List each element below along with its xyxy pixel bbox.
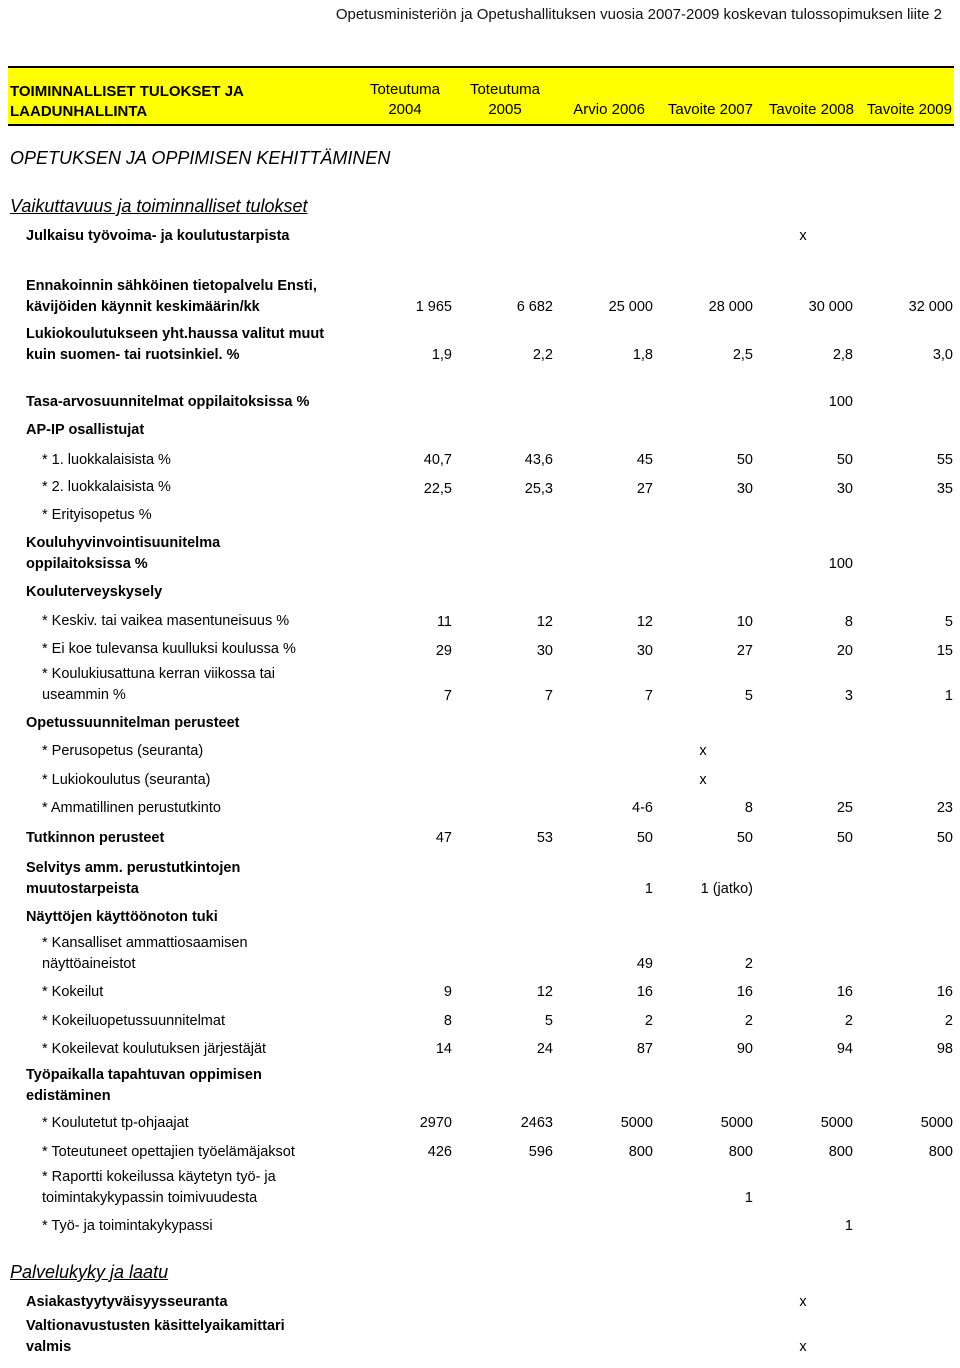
- cell-kansalliset-2007: 2: [744, 956, 753, 972]
- column-header-2007: Tavoite 2007: [667, 101, 753, 118]
- cell-lk1-2005: 43,6: [524, 452, 553, 468]
- cell-lukio-2007: 2,5: [732, 347, 753, 363]
- table-title-line-2: LAADUNHALLINTA: [10, 103, 148, 120]
- row-label-keskiv: * Keskiv. tai vaikea masentuneisuus %: [42, 613, 290, 629]
- row-label-perusopetus: * Perusopetus (seuranta): [42, 743, 204, 759]
- column-header-2005-line-1: Toteutuma: [469, 81, 541, 98]
- cell-ennakointi-2007: 28 000: [708, 299, 753, 315]
- table-title: [10, 82, 244, 122]
- cell-opettajien-2004: 426: [427, 1144, 452, 1160]
- cell-keskiv-2006: 12: [636, 614, 653, 630]
- row-label-kouluhyv-line-2: oppilaitoksissa %: [26, 556, 148, 572]
- cell-lk2-2006: 27: [636, 481, 653, 497]
- cell-kokeilevat-2004: 14: [435, 1041, 452, 1057]
- cell-kokeiluops-2007: 2: [744, 1013, 753, 1029]
- cell-valtionavustus-2008: x: [799, 1339, 807, 1355]
- row-label-tutkinnon: Tutkinnon perusteet: [26, 830, 165, 846]
- cell-koulukiusattu-2008: 3: [844, 688, 853, 704]
- cell-ennakointi-2005: 6 682: [516, 299, 553, 315]
- cell-eikoe-2009: 15: [936, 643, 953, 659]
- column-header-2004-line-1: Toteutuma: [369, 81, 441, 98]
- cell-selvitys-2007: 1 (jatko): [700, 881, 753, 897]
- cell-tasa-2008: 100: [828, 394, 853, 410]
- column-header-2008: Tavoite 2008: [768, 101, 854, 118]
- row-label-koulukiusattu-line-1: * Koulukiusattuna kerran viikossa tai: [42, 666, 275, 682]
- cell-koulukiusattu-2004: 7: [443, 688, 452, 704]
- cell-kokeilut-2004: 9: [443, 984, 452, 1000]
- cell-lk2-2004: 22,5: [423, 481, 452, 497]
- cell-koulukiusattu-2007: 5: [744, 688, 753, 704]
- cell-koulukiusattu-2006: 7: [644, 688, 653, 704]
- cell-asiakas-2008: x: [799, 1294, 807, 1310]
- cell-lukio-2004: 1,9: [431, 347, 452, 363]
- cell-tutkinnon-2005: 53: [536, 830, 553, 846]
- column-header-2004: [360, 80, 450, 120]
- cell-tpohjaajat-2004: 2970: [419, 1115, 452, 1131]
- cell-kokeilevat-2005: 24: [536, 1041, 553, 1057]
- cell-tpohjaajat-2007: 5000: [720, 1115, 753, 1131]
- cell-eikoe-2007: 27: [736, 643, 753, 659]
- cell-kokeilevat-2006: 87: [636, 1041, 653, 1057]
- cell-julkaisu-2008: x: [799, 228, 807, 244]
- cell-ammatillinen-2009: 23: [936, 800, 953, 816]
- table-title-line-1: TOIMINNALLISET TULOKSET JA: [10, 83, 244, 100]
- cell-keskiv-2005: 12: [536, 614, 553, 630]
- cell-kokeilevat-2007: 90: [736, 1041, 753, 1057]
- column-header-2009: Tavoite 2009: [866, 101, 952, 118]
- row-label-kokeiluops: * Kokeiluopetussuunnitelmat: [42, 1013, 225, 1029]
- row-label-kansalliset-line-2: näyttöaineistot: [42, 956, 136, 972]
- cell-tutkinnon-2006: 50: [636, 830, 653, 846]
- cell-ennakointi-2006: 25 000: [608, 299, 653, 315]
- row-label-tasa: Tasa-arvosuunnitelmat oppilaitoksissa %: [26, 394, 310, 410]
- cell-ammatillinen-2006: 4-6: [632, 800, 653, 816]
- row-label-raportti-line-1: * Raportti kokeilussa käytetyn työ- ja: [42, 1169, 276, 1185]
- cell-opettajien-2007: 800: [728, 1144, 753, 1160]
- cell-raportti-2007: 1: [744, 1190, 753, 1206]
- header-top-rule: [8, 66, 954, 68]
- row-label-koulukiusattu-line-2: useammin %: [42, 687, 126, 703]
- cell-eikoe-2006: 30: [636, 643, 653, 659]
- cell-kansalliset-2006: 49: [636, 956, 653, 972]
- cell-kokeiluops-2009: 2: [944, 1013, 953, 1029]
- cell-lukio-2005: 2,2: [532, 347, 553, 363]
- cell-perusopetus-2007: x: [699, 743, 707, 759]
- row-label-opettajien: * Toteutuneet opettajien työelämäjaksot: [42, 1144, 295, 1160]
- column-header-2005-line-2: 2005: [488, 101, 522, 118]
- cell-kokeilut-2008: 16: [836, 984, 853, 1000]
- subsection-title-vaikuttavuus: Vaikuttavuus ja toiminnalliset tulokset: [10, 196, 308, 216]
- row-label-lk1: * 1. luokkalaisista %: [42, 452, 171, 468]
- cell-ennakointi-2009: 32 000: [908, 299, 953, 315]
- row-label-tyopassi: * Työ- ja toimintakykypassi: [42, 1218, 213, 1234]
- row-label-tyopaikalla-line-2: edistäminen: [26, 1088, 111, 1104]
- section-title: OPETUKSEN JA OPPIMISEN KEHITTÄMINEN: [10, 148, 391, 168]
- row-label-valtionavustus-line-2: valmis: [26, 1339, 72, 1355]
- cell-tutkinnon-2007: 50: [736, 830, 753, 846]
- cell-lukio-2009: 3,0: [932, 347, 953, 363]
- cell-tutkinnon-2009: 50: [936, 830, 953, 846]
- cell-kokeiluops-2004: 8: [443, 1013, 452, 1029]
- cell-kokeilut-2006: 16: [636, 984, 653, 1000]
- cell-keskiv-2008: 8: [844, 614, 853, 630]
- row-label-tpohjaajat: * Koulutetut tp-ohjaajat: [42, 1115, 189, 1131]
- cell-ammatillinen-2008: 25: [836, 800, 853, 816]
- cell-tpohjaajat-2008: 5000: [820, 1115, 853, 1131]
- cell-opettajien-2005: 596: [528, 1144, 553, 1160]
- cell-lukio-2008: 2,8: [832, 347, 853, 363]
- row-label-ennakointi-line-2: kävijöiden käynnit keskimäärin/kk: [26, 299, 260, 315]
- cell-lukiokoulutus-2007: x: [699, 772, 707, 788]
- row-label-kouluterv: Kouluterveyskysely: [26, 584, 163, 600]
- cell-tpohjaajat-2005: 2463: [520, 1115, 553, 1131]
- row-label-ennakointi-line-1: Ennakoinnin sähköinen tietopalvelu Ensti,: [26, 278, 317, 294]
- cell-kokeilut-2007: 16: [736, 984, 753, 1000]
- row-label-ops: Opetussuunnitelman perusteet: [26, 715, 240, 731]
- row-label-kokeilevat: * Kokeilevat koulutuksen järjestäjät: [42, 1041, 267, 1057]
- row-label-ammatillinen: * Ammatillinen perustutkinto: [42, 800, 221, 816]
- subsection-title-palvelukyky: Palvelukyky ja laatu: [10, 1262, 169, 1282]
- cell-tyopassi-2008: 1: [844, 1218, 853, 1234]
- column-header-2005: [460, 80, 550, 120]
- cell-kokeiluops-2008: 2: [844, 1013, 853, 1029]
- row-label-julkaisu: Julkaisu työvoima- ja koulutustarpista: [26, 228, 290, 244]
- cell-kokeilevat-2008: 94: [836, 1041, 853, 1057]
- cell-eikoe-2004: 29: [435, 643, 452, 659]
- header-bottom-rule: [8, 124, 954, 126]
- row-label-kokeilut: * Kokeilut: [42, 984, 104, 1000]
- row-label-kansalliset-line-1: * Kansalliset ammattiosaamisen: [42, 935, 248, 951]
- cell-kokeiluops-2005: 5: [544, 1013, 553, 1029]
- row-label-raportti-line-2: toimintakykypassin toimivuudesta: [42, 1190, 258, 1206]
- row-label-apip: AP-IP osallistujat: [26, 422, 145, 438]
- cell-kokeilut-2005: 12: [536, 984, 553, 1000]
- cell-kokeilut-2009: 16: [936, 984, 953, 1000]
- cell-ammatillinen-2007: 8: [744, 800, 753, 816]
- cell-lukio-2006: 1,8: [632, 347, 653, 363]
- page-header: Opetusministeriön ja Opetushallituksen vuosia 2007-2009 koskevan tulossopimuksen liite 2: [335, 6, 942, 23]
- row-label-valtionavustus-line-1: Valtionavustusten käsittelyaikamittari: [26, 1318, 285, 1334]
- cell-lk2-2009: 35: [936, 481, 953, 497]
- row-label-eikoe: * Ei koe tulevansa kuulluksi koulussa %: [42, 641, 296, 657]
- row-label-selvitys-line-1: Selvitys amm. perustutkintojen: [26, 860, 241, 876]
- cell-tutkinnon-2008: 50: [836, 830, 853, 846]
- row-label-lukiokoulutus: * Lukiokoulutus (seuranta): [42, 772, 211, 788]
- cell-lk1-2008: 50: [836, 452, 853, 468]
- column-header-2006: Arvio 2006: [573, 101, 645, 118]
- cell-tpohjaajat-2006: 5000: [620, 1115, 653, 1131]
- row-label-selvitys-line-2: muutostarpeista: [26, 881, 139, 897]
- cell-tutkinnon-2004: 47: [435, 830, 452, 846]
- cell-ennakointi-2008: 30 000: [808, 299, 853, 315]
- cell-opettajien-2006: 800: [628, 1144, 653, 1160]
- cell-kokeilevat-2009: 98: [936, 1041, 953, 1057]
- row-label-erityis: * Erityisopetus %: [42, 507, 152, 523]
- cell-lk2-2007: 30: [736, 481, 753, 497]
- row-label-kouluhyv-line-1: Kouluhyvinvointisuunitelma: [26, 535, 221, 551]
- cell-ennakointi-2004: 1 965: [415, 299, 452, 315]
- row-label-lukio-line-2: kuin suomen- tai ruotsinkiel. %: [26, 347, 240, 363]
- cell-lk1-2004: 40,7: [423, 452, 452, 468]
- cell-selvitys-2006: 1: [644, 881, 653, 897]
- row-label-lukio-line-1: Lukiokoulutukseen yht.haussa valitut muut: [26, 326, 325, 342]
- column-header-2004-line-2: 2004: [388, 101, 422, 118]
- cell-lk1-2009: 55: [936, 452, 953, 468]
- cell-koulukiusattu-2009: 1: [944, 688, 953, 704]
- cell-lk2-2008: 30: [836, 481, 853, 497]
- row-label-lk2: * 2. luokkalaisista %: [42, 479, 171, 495]
- cell-tpohjaajat-2009: 5000: [920, 1115, 953, 1131]
- cell-kokeiluops-2006: 2: [644, 1013, 653, 1029]
- cell-lk1-2007: 50: [736, 452, 753, 468]
- cell-lk1-2006: 45: [636, 452, 653, 468]
- cell-koulukiusattu-2005: 7: [544, 688, 553, 704]
- cell-lk2-2005: 25,3: [524, 481, 553, 497]
- cell-eikoe-2005: 30: [536, 643, 553, 659]
- cell-opettajien-2009: 800: [928, 1144, 953, 1160]
- row-label-asiakas: Asiakastyytyväisyysseuranta: [26, 1294, 228, 1310]
- cell-eikoe-2008: 20: [836, 643, 853, 659]
- cell-kouluhyv-2008: 100: [828, 556, 853, 572]
- row-label-tyopaikalla-line-1: Työpaikalla tapahtuvan oppimisen: [26, 1067, 262, 1083]
- cell-keskiv-2004: 11: [436, 614, 452, 630]
- cell-keskiv-2009: 5: [944, 614, 953, 630]
- cell-opettajien-2008: 800: [828, 1144, 853, 1160]
- cell-keskiv-2007: 10: [736, 614, 753, 630]
- row-label-nayttojen: Näyttöjen käyttöönoton tuki: [26, 909, 218, 925]
